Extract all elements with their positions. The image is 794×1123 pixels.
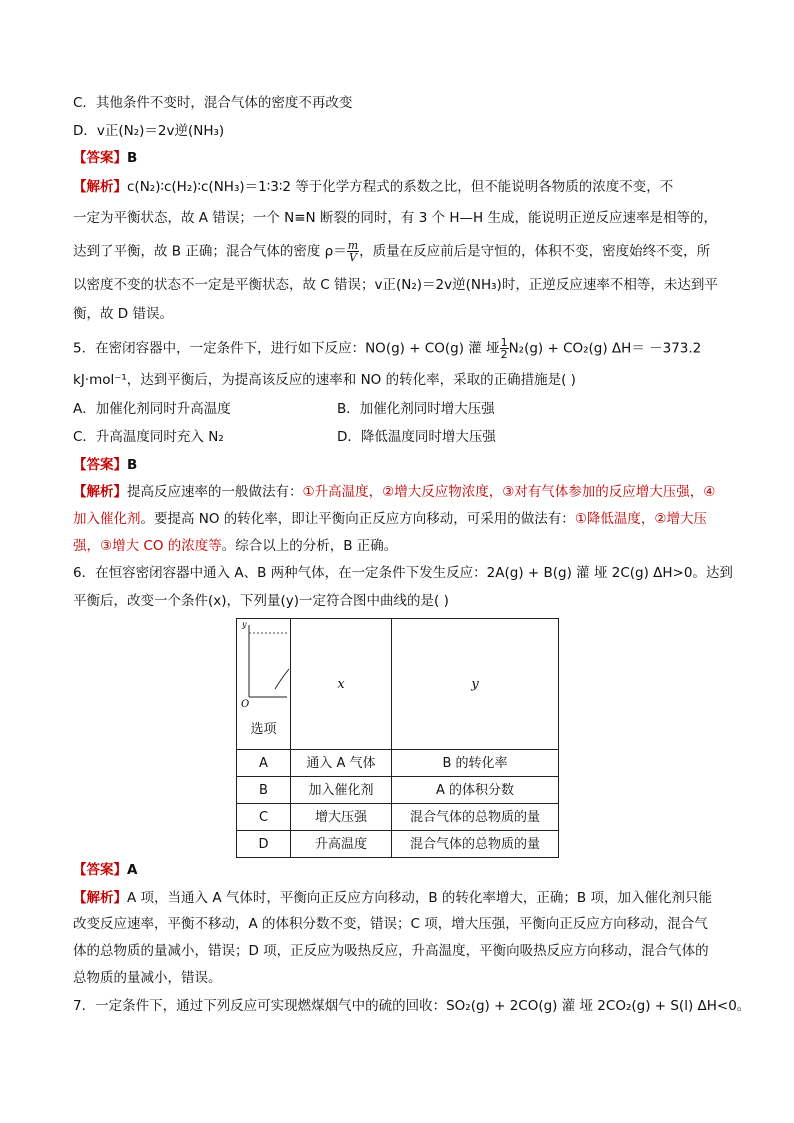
- q5-option-d: D．降低温度同时增大压强: [337, 429, 496, 445]
- table-row: [237, 804, 559, 831]
- explanation-2-line-2: [73, 513, 707, 527]
- explanation-text: 提高反应速率的一般做法有：: [127, 484, 303, 500]
- answer-2: [73, 459, 137, 473]
- explanation-text: c(N₂)∶c(H₂)∶c(NH₃)＝1∶3∶2 等于化学方程式的系数之比，但不能说明各物质的浓度不变，不: [127, 179, 674, 195]
- table-header-row: [237, 619, 559, 750]
- question-7: 7．一定条件下，通过下列反应可实现燃煤烟气中的硫的回收：SO₂(g) + 2CO(g) 灌 垭 2CO₂(g) + S(l) ΔH<0。: [73, 998, 751, 1014]
- q4-option-d: D．v正(N₂)＝2v逆(NH₃): [73, 123, 225, 139]
- row-option: B: [237, 777, 291, 804]
- row-x: 升高温度: [291, 831, 392, 858]
- row-y: A 的体积分数: [392, 777, 559, 804]
- q5-option-a: A．加催化剂同时升高温度: [73, 401, 231, 417]
- explanation-3-line-4: 总物质的量减小，错误。: [73, 970, 222, 986]
- explanation-text: A 项，当通入 A 气体时，平衡向正反应方向移动，B 的转化率增大，正确；B 项，加入催化剂只能: [127, 890, 712, 906]
- explanation-label: 【解析】: [73, 484, 127, 500]
- row-y: B 的转化率: [392, 750, 559, 777]
- explanation-text: 。综合以上的分析，B 正确。: [221, 538, 398, 554]
- table-row: [237, 750, 559, 777]
- q4-option-c: C．其他条件不变时，混合气体的密度不再改变: [73, 95, 353, 111]
- answer-value: B: [127, 457, 138, 473]
- answer-3: [73, 864, 137, 878]
- header-y: y: [392, 619, 559, 750]
- graph-origin-label: O: [241, 699, 250, 709]
- explanation-3-line-2: 改变反应速率，平衡不移动，A 的体积分数不变，错误；C 项，增大压强，平衡向正反应方向移动，混合气: [73, 916, 708, 932]
- question-6-line-2: 平衡后，改变一个条件(x)，下列量(y)一定符合图中曲线的是( ): [73, 593, 449, 609]
- explanation-text: 。要提高 NO 的转化率，即让平衡向正反应方向移动，可采用的做法有：: [140, 511, 575, 527]
- density-fraction: $\frac{m}{V}$: [347, 239, 359, 264]
- density-text: 达到了平衡，故 B 正确；混合气体的密度 ρ＝: [73, 243, 347, 260]
- header-x: x: [291, 619, 392, 750]
- graph-option-cell: [237, 619, 291, 750]
- explanation-3-line-3: 体的总物质的量减小，错误；D 项，正反应为吸热反应，升高温度，平衡向吸热反应方向移动，混合气体的: [73, 943, 709, 959]
- answer-label: 【答案】: [73, 862, 127, 878]
- explanation-2-line-1: [73, 486, 715, 500]
- graph-y-label: y: [242, 620, 247, 629]
- question-6-line-1: 6．在恒容密闭容器中通入 A、B 两种气体，在一定条件下发生反应：2A(g) + B(g) 灌 垭 2C(g) ΔH>0。达到: [73, 565, 733, 581]
- explanation-label: 【解析】: [73, 179, 127, 195]
- row-option: A: [237, 750, 291, 777]
- answer-label: 【答案】: [73, 457, 127, 473]
- header-option: 选项: [250, 722, 277, 737]
- explanation-1-line-2: 一定为平衡状态，故 A 错误；一个 N≡N 断裂的同时，有 3 个 H—H 生成，能说明正逆反应速率是相等的，: [73, 210, 717, 226]
- row-option: D: [237, 831, 291, 858]
- row-y: 混合气体的总物质的量: [392, 804, 559, 831]
- question-5-line-2: kJ·mol⁻¹，达到平衡后，为提高该反应的速率和 NO 的转化率，采取的正确措施是( ): [73, 372, 576, 388]
- q5-fraction: $\frac{1}{2}$: [500, 336, 508, 361]
- explanation-highlight: ①降低温度，②增大压: [574, 511, 708, 527]
- q5-option-c: C．升高温度同时充入 N₂: [73, 429, 224, 445]
- row-x: 增大压强: [291, 804, 392, 831]
- answer-value: B: [127, 150, 138, 166]
- question-5-line-1: [73, 337, 701, 360]
- explanation-1-line-5: 衡，故 D 错误。: [73, 306, 173, 322]
- explanation-3-line-1: [73, 892, 712, 906]
- row-y: 混合气体的总物质的量: [392, 831, 559, 858]
- row-x: 通入 A 气体: [291, 750, 392, 777]
- curve-graph: [237, 619, 290, 709]
- explanation-1-line-4: 以密度不变的状态不一定是平衡状态，故 C 错误；v正(N₂)＝2v逆(NH₃)时，正逆反应速率不相等，未达到平: [73, 277, 718, 293]
- explanation-highlight: 加入催化剂: [73, 511, 141, 527]
- explanation-1-line-3: [73, 240, 710, 263]
- explanation-1-line-1: [73, 181, 673, 195]
- table-row: [237, 831, 559, 858]
- q5-reaction-post: N₂(g) + CO₂(g) ΔH＝ －373.2: [508, 340, 702, 357]
- row-option: C: [237, 804, 291, 831]
- answer-label: 【答案】: [73, 150, 127, 166]
- curve: [275, 669, 289, 689]
- q5-reaction-pre: 5．在密闭容器中，一定条件下，进行如下反应：NO(g) + CO(g) 灌 垭: [73, 340, 500, 357]
- answer-value: A: [127, 862, 138, 878]
- explanation-highlight: 强，③增大 CO 的浓度等: [73, 538, 222, 554]
- table-row: [237, 777, 559, 804]
- q5-option-b: B．加催化剂同时增大压强: [337, 401, 495, 417]
- question-6-table: [236, 618, 559, 858]
- density-text-post: ，质量在反应前后是守恒的，体积不变，密度始终不变，所: [359, 243, 711, 260]
- explanation-highlight: ①升高温度，②增大反应物浓度，③对有气体参加的反应增大压强，④: [302, 484, 716, 500]
- explanation-2-line-3: [73, 540, 397, 554]
- explanation-label: 【解析】: [73, 890, 127, 906]
- row-x: 加入催化剂: [291, 777, 392, 804]
- answer-1: [73, 152, 137, 166]
